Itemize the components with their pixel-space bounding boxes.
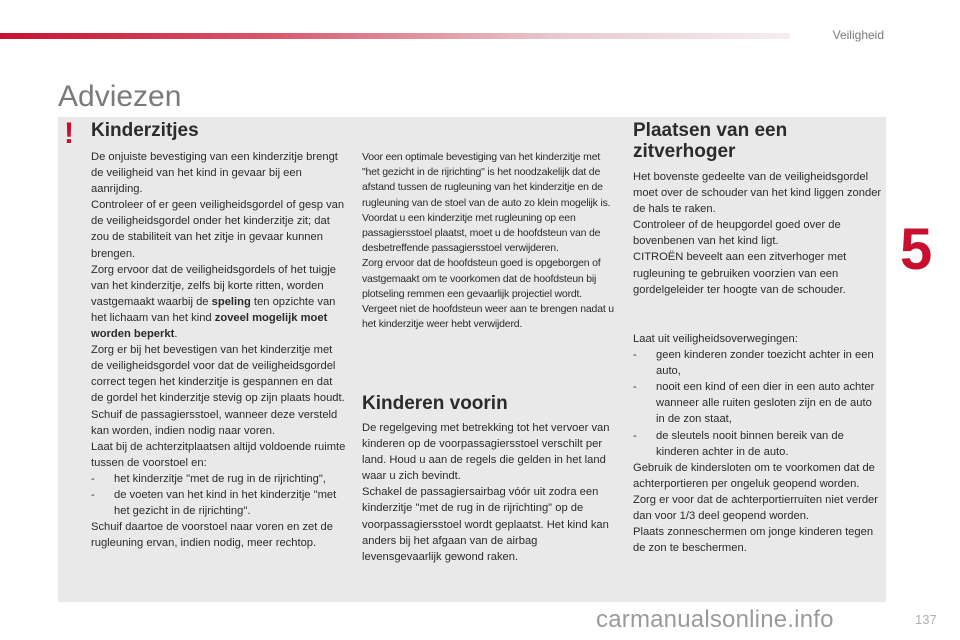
zitverhoger-section: [633, 120, 883, 298]
paragraph: De onjuiste bevestiging van een kinderzitje brengt de veiligheid van het kind in gevaar bij een aanrijding.: [91, 151, 338, 196]
paragraph: Controleer of de heupgordel goed over de bovenbenen van het kind ligt.: [633, 219, 841, 248]
paragraph: Laat bij de achterzitplaatsen altijd voldoende ruimte tussen de voorstoel en:: [91, 440, 346, 469]
paragraph: Voor een optimale bevestiging van het kinderzitje met "het gezicht in de rijrichting" is het noodzakelijk dat de afstand tussen de rugleuning van het kinderzitje en de rugleuning van de stoel van de auto zo klein mogelijk is.: [362, 151, 611, 209]
page-title: Adviezen: [58, 80, 182, 114]
section-label: Veiligheid: [832, 28, 884, 42]
page-number: 137: [915, 612, 937, 627]
list-item: - de voeten van het kind in het kinderzitje "met het gezicht in de rijrichting".: [91, 488, 337, 518]
list-item: - de sleutels nooit binnen bereik van de kinderen achter in de auto.: [633, 429, 844, 458]
paragraph: Zorg ervoor dat de veiligheidsgordels of het tuigje van het kinderzitje, zelfs bij korte ritten, worden vastgemaakt waarbij de speling ten opzichte van het lichaam van het kind zoveel mogelijk moet worden beperkt.: [91, 263, 337, 341]
paragraph: Vergeet niet de hoofdsteun weer aan te brengen nadat u het kinderzitje weer hebt verwijderd.: [362, 303, 614, 331]
paragraph: Controleer of er geen veiligheidsgordel of gesp van de veiligheidsgordel onder het kinderzitje zit; dat zou de stabiliteit van het zitje in gevaar kunnen brengen.: [91, 199, 345, 260]
paragraph: Gebruik de kindersloten om te voorkomen dat de achterportieren per ongeluk geopend worden.: [633, 461, 875, 490]
list-item: - nooit een kind of een dier in een auto achter wanneer alle ruiten gesloten zijn en de auto in de zon staat,: [633, 381, 875, 426]
header-accent-bar: [0, 33, 790, 39]
paragraph: Zorg er bij het bevestigen van het kinderzitje met de veiligheidsgordel voor dat de veiligheidsgordel correct tegen het kinderzitje is gespannen en dat de gordel het kinderzitje stevig op zijn plaats houdt. Schuif de passagiersstoel, wanneer deze versteld kan worden, indien nodig naar voren.: [91, 344, 345, 437]
kinderzitjes-title: Kinderzitjes: [91, 120, 199, 141]
paragraph: Voordat u een kinderzitje met rugleuning op een passagiersstoel plaatst, moet u de hoofdsteun van de desbetreffende passagiersstoel verwijderen.: [362, 211, 601, 255]
list-item: - het kinderzitje "met de rug in de rijrichting",: [91, 472, 326, 485]
list-item: - geen kinderen zonder toezicht achter in een auto,: [633, 349, 874, 378]
kinderzitjes-section: [91, 120, 346, 551]
warning-icon: !: [64, 117, 74, 150]
paragraph: De regelgeving met betrekking tot het vervoer van kinderen op de voorpassagiersstoel verschilt per land. Houd u aan de regels die gelden in het land waar u zich bevindt.: [362, 422, 610, 483]
paragraph: CITROËN beveelt aan een zitverhoger met rugleuning te gebruiken voorzien van een gordelgeleider ter hoogte van de schouder.: [633, 251, 847, 296]
paragraph: Plaats zonneschermen om jonge kinderen tegen de zon te beschermen.: [633, 526, 874, 555]
veiligheid-section: [633, 331, 883, 556]
kinderen-voorin-title: Kinderen voorin: [362, 393, 508, 414]
chapter-number: 5: [900, 217, 933, 282]
paragraph: Zorg ervoor dat de hoofdsteun goed is opgeborgen of vastgemaakt om te voorkomen dat de hoofdsteun bij plotseling remmen een gevaarlijk projectiel wordt.: [362, 257, 601, 300]
watermark: carmanualsonline.info: [596, 606, 834, 633]
kinderzitjes-continued: [362, 150, 614, 332]
kinderen-voorin-section: [362, 393, 614, 565]
zitverhoger-title: Plaatsen van een zitverhoger: [633, 120, 788, 162]
paragraph: Het bovenste gedeelte van de veiligheidsgordel moet over de schouder van het kind liggen zonder de hals te raken.: [633, 171, 882, 216]
paragraph: Schakel de passagiersairbag vóór uit zodra een kinderzitje "met de rug in de rijrichting" op de voorpassagiersstoel wordt geplaatst. Het kind kan anders bij het afgaan van de airbag levensgevaarlijk gewond raken.: [362, 486, 609, 563]
paragraph: Schuif daartoe de voorstoel naar voren en zet de rugleuning ervan, indien nodig, meer rechtop.: [91, 521, 333, 550]
paragraph: Laat uit veiligheidsoverwegingen:: [633, 333, 798, 345]
paragraph: Zorg er voor dat de achterportierruiten niet verder dan voor 1/3 deel geopend worden.: [633, 493, 879, 523]
